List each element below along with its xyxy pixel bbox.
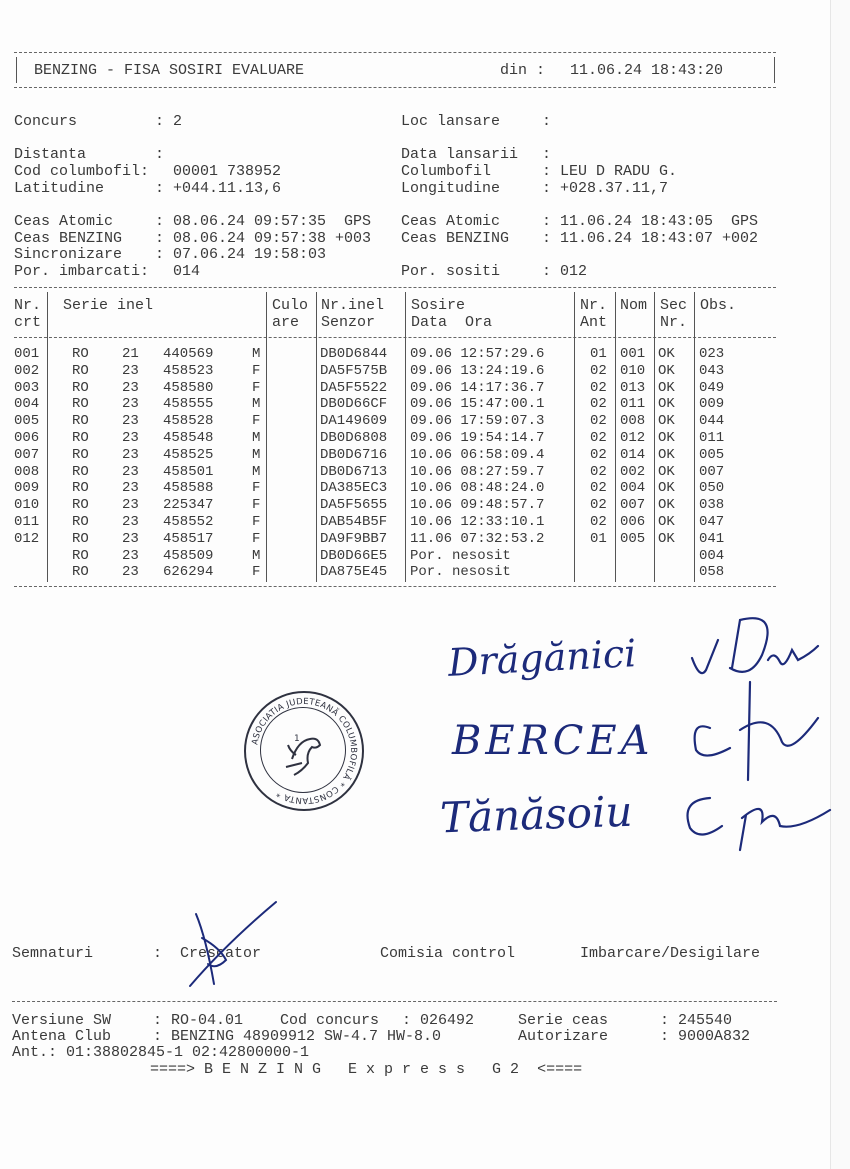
autorizare-label: Autorizare <box>518 1028 609 1045</box>
footer-separator <box>12 1001 777 1002</box>
row-sex: F <box>252 564 261 581</box>
row-sosire: 10.06 09:48:57.7 <box>410 497 545 514</box>
row-sensor: DB0D6808 <box>320 430 388 446</box>
row-obs: 009 <box>699 396 725 413</box>
row-ring: 225347 <box>163 497 214 514</box>
sincronizare-label: Sincronizare <box>14 246 123 263</box>
por-imbarcati-value: 014 <box>173 263 201 280</box>
row-nr: 012 <box>14 530 40 547</box>
svg-text:1: 1 <box>294 734 300 744</box>
por-sositi-value: : 012 <box>542 263 588 280</box>
row-sex: M <box>252 396 261 413</box>
row-ring: 458552 <box>163 514 214 530</box>
row-nr: 002 <box>14 362 40 379</box>
th-sec-1: Sec <box>660 297 688 314</box>
stamp-text: ASOCIATIA JUDETEANĂ COLUMBOFILĂ * CONSTANTA * <box>250 696 359 806</box>
row-sosire: 10.06 08:48:24.0 <box>410 480 545 497</box>
table-row <box>0 497 830 514</box>
row-year: 23 <box>122 362 139 379</box>
report-date-label: din : <box>500 62 546 79</box>
ceas-benzing-end-label: Ceas BENZING <box>401 230 510 247</box>
row-obs: 047 <box>699 514 725 530</box>
th-nom: Nom <box>620 297 648 314</box>
row-nom: 013 <box>620 379 646 396</box>
concurs-value: : 2 <box>155 113 183 130</box>
row-obs: 041 <box>699 530 725 547</box>
row-sensor: DB0D6713 <box>320 463 388 480</box>
report-title: BENZING - FISA SOSIRI EVALUARE <box>34 62 305 79</box>
row-ring: 458501 <box>163 463 214 480</box>
row-year: 23 <box>122 446 139 463</box>
row-nr: 004 <box>14 396 40 413</box>
data-lansarii-label: Data lansarii <box>401 146 519 163</box>
sincronizare-value: : 07.06.24 19:58:03 <box>155 246 327 263</box>
row-ant: 02 <box>590 514 607 530</box>
row-sex: M <box>252 346 261 362</box>
row-ring: 458580 <box>163 379 214 396</box>
longitudine-value: : +028.37.11,7 <box>542 180 669 197</box>
row-nom: 002 <box>620 463 646 480</box>
row-ant: 02 <box>590 430 607 446</box>
row-country: RO <box>72 379 89 396</box>
table-bottom-border <box>14 586 776 587</box>
row-sec: OK <box>658 480 675 497</box>
row-sex: M <box>252 463 261 480</box>
row-ring: 440569 <box>163 346 214 362</box>
row-sensor: DAB54B5F <box>320 514 388 530</box>
th-culoare-1: Culo <box>272 297 309 314</box>
table-row <box>0 514 830 531</box>
por-sositi-label: Por. sositi <box>401 263 501 280</box>
row-nom: 006 <box>620 514 646 530</box>
row-nr: 009 <box>14 480 40 497</box>
row-sensor: DA9F9BB7 <box>320 530 388 547</box>
row-obs: 004 <box>699 547 725 564</box>
row-sec: OK <box>658 530 675 547</box>
report-date-value: 11.06.24 18:43:20 <box>570 62 724 79</box>
row-country: RO <box>72 413 89 430</box>
row-ant: 01 <box>590 346 607 362</box>
row-sosire: 10.06 08:27:59.7 <box>410 463 545 480</box>
ceas-benzing-start-value: : 08.06.24 09:57:38 +003 <box>155 230 372 247</box>
row-nr: 011 <box>14 514 40 530</box>
row-year: 21 <box>122 346 139 362</box>
row-sex: F <box>252 362 261 379</box>
crescator-signature <box>186 898 286 990</box>
row-sensor: DB0D66CF <box>320 396 388 413</box>
row-year: 23 <box>122 413 139 430</box>
row-sosire: 09.06 15:47:00.1 <box>410 396 545 413</box>
row-obs: 011 <box>699 430 725 446</box>
distanta-label: Distanta <box>14 146 87 163</box>
row-sec: OK <box>658 463 675 480</box>
row-ant: 02 <box>590 480 607 497</box>
row-sosire: 11.06 07:32:53.2 <box>410 530 545 547</box>
row-country: RO <box>72 530 89 547</box>
row-ring: 458588 <box>163 480 214 497</box>
table-row <box>0 363 830 380</box>
row-nom: 010 <box>620 362 646 379</box>
row-sensor: DB0D66E5 <box>320 547 388 564</box>
table-row <box>0 396 830 413</box>
cod-columbofil-label: Cod columbofil: <box>14 163 150 180</box>
row-country: RO <box>72 547 89 564</box>
row-sosire: 09.06 12:57:29.6 <box>410 346 545 362</box>
cod-concurs-label: Cod concurs <box>280 1012 380 1029</box>
th-sec-2: Nr. <box>660 314 688 331</box>
row-obs: 038 <box>699 497 725 514</box>
row-sex: F <box>252 413 261 430</box>
row-year: 23 <box>122 497 139 514</box>
serie-ceas-label: Serie ceas <box>518 1012 609 1029</box>
row-nr: 005 <box>14 413 40 430</box>
row-sensor: DB0D6716 <box>320 446 388 463</box>
antenna-ids: Ant.: 01:38802845-1 02:42800000-1 <box>12 1044 310 1061</box>
table-row <box>0 464 830 481</box>
row-country: RO <box>72 396 89 413</box>
distanta-value: : <box>155 146 165 163</box>
row-sensor: DA5F575B <box>320 362 388 379</box>
th-obs: Obs. <box>700 297 737 314</box>
cod-concurs-value: : 026492 <box>402 1012 475 1029</box>
row-country: RO <box>72 430 89 446</box>
row-year: 23 <box>122 514 139 530</box>
row-country: RO <box>72 463 89 480</box>
row-country: RO <box>72 362 89 379</box>
table-row <box>0 430 830 447</box>
handwritten-signatures <box>670 610 835 870</box>
versiune-value: : RO-04.01 <box>153 1012 244 1029</box>
latitudine-label: Latitudine <box>14 180 105 197</box>
row-obs: 058 <box>699 564 725 581</box>
row-nr: 010 <box>14 497 40 514</box>
row-sensor: DA5F5655 <box>320 497 388 514</box>
row-ring: 458523 <box>163 362 214 379</box>
row-obs: 043 <box>699 362 725 379</box>
row-nr: 006 <box>14 430 40 446</box>
row-year: 23 <box>122 463 139 480</box>
row-sex: F <box>252 379 261 396</box>
row-nr: 008 <box>14 463 40 480</box>
row-sex: F <box>252 497 261 514</box>
header-right-border <box>774 57 775 83</box>
row-sex: M <box>252 547 261 564</box>
row-sec: OK <box>658 396 675 413</box>
antena-club-value: : BENZING 48909912 SW-4.7 HW-8.0 <box>153 1028 442 1045</box>
loc-lansare-value: : <box>542 113 552 130</box>
row-ring: 458517 <box>163 530 214 547</box>
loc-lansare-label: Loc lansare <box>401 113 501 130</box>
row-obs: 044 <box>699 413 725 430</box>
latitudine-value: : +044.11.13,6 <box>155 180 282 197</box>
row-ring: 626294 <box>163 564 214 581</box>
th-nr-inel-1: Nr.inel <box>321 297 385 314</box>
row-country: RO <box>72 480 89 497</box>
row-sosire: 10.06 06:58:09.4 <box>410 446 545 463</box>
th-ant-1: Nr. <box>580 297 608 314</box>
row-nom: 014 <box>620 446 646 463</box>
row-obs: 007 <box>699 463 725 480</box>
row-country: RO <box>72 564 89 581</box>
row-sensor: DA875E45 <box>320 564 388 581</box>
ceas-atomic-start-label: Ceas Atomic <box>14 213 114 230</box>
table-row <box>0 447 830 464</box>
handwritten-name-1: Drăgănici <box>446 631 638 685</box>
handwritten-name-2: BERCEA <box>452 718 654 764</box>
row-sec: OK <box>658 497 675 514</box>
signature-1 <box>692 618 818 673</box>
ceas-benzing-end-value: : 11.06.24 18:43:07 +002 <box>542 230 759 247</box>
row-sensor: DB0D6844 <box>320 346 388 362</box>
row-sex: F <box>252 514 261 530</box>
autorizare-value: : 9000A832 <box>660 1028 751 1045</box>
row-sec: OK <box>658 413 675 430</box>
signature-3 <box>688 798 831 850</box>
longitudine-label: Longitudine <box>401 180 501 197</box>
row-sosire: 10.06 12:33:10.1 <box>410 514 545 530</box>
row-sec: OK <box>658 346 675 362</box>
row-sex: F <box>252 530 261 547</box>
row-sec: OK <box>658 446 675 463</box>
row-ant: 02 <box>590 463 607 480</box>
table-row <box>0 548 830 565</box>
row-sec: OK <box>658 379 675 396</box>
comisia-control-label: Comisia control <box>380 945 516 962</box>
row-nom: 004 <box>620 480 646 497</box>
row-ring: 458548 <box>163 430 214 446</box>
ceas-benzing-start-label: Ceas BENZING <box>14 230 123 247</box>
header-bottom-border <box>14 87 776 88</box>
row-sensor: DA149609 <box>320 413 388 430</box>
table-row <box>0 564 830 581</box>
table-row <box>0 531 830 548</box>
row-sosire: 09.06 14:17:36.7 <box>410 379 545 396</box>
row-nom: 007 <box>620 497 646 514</box>
row-ant: 02 <box>590 413 607 430</box>
row-ring: 458525 <box>163 446 214 463</box>
ceas-atomic-start-value: : 08.06.24 09:57:35 GPS <box>155 213 372 230</box>
signature-2 <box>695 682 818 780</box>
row-ant: 01 <box>590 530 607 547</box>
row-country: RO <box>72 514 89 530</box>
row-ant: 02 <box>590 497 607 514</box>
th-serie-inel: Serie inel <box>63 297 154 314</box>
row-ring: 458509 <box>163 547 214 564</box>
th-ant-2: Ant <box>580 314 608 331</box>
row-sosire: 09.06 17:59:07.3 <box>410 413 545 430</box>
row-country: RO <box>72 346 89 362</box>
crescator-label: Crescator <box>180 945 262 962</box>
row-nr: 007 <box>14 446 40 463</box>
table-header-separator <box>14 337 776 338</box>
row-sensor: DA385EC3 <box>320 480 388 497</box>
pigeon-emblem <box>286 739 320 775</box>
brand-line: ====> B E N Z I N G E x p r e s s G 2 <==== <box>150 1061 583 1078</box>
concurs-label: Concurs <box>14 113 78 130</box>
header-top-border <box>14 52 776 53</box>
antena-club-label: Antena Club <box>12 1028 112 1045</box>
row-nom: 005 <box>620 530 646 547</box>
page-edge <box>830 0 850 1169</box>
row-nom: 008 <box>620 413 646 430</box>
row-year: 23 <box>122 430 139 446</box>
por-imbarcati-label: Por. imbarcati: <box>14 263 150 280</box>
row-sensor: DA5F5522 <box>320 379 388 396</box>
stamp-graphic <box>246 693 362 809</box>
header-left-border <box>16 57 17 83</box>
row-year: 23 <box>122 379 139 396</box>
table-row <box>0 480 830 497</box>
row-obs: 050 <box>699 480 725 497</box>
table-row <box>0 380 830 397</box>
row-obs: 049 <box>699 379 725 396</box>
row-sec: OK <box>658 430 675 446</box>
row-nr: 001 <box>14 346 40 362</box>
data-lansarii-value: : <box>542 146 552 163</box>
serie-ceas-value: : 245540 <box>660 1012 733 1029</box>
row-sex: M <box>252 446 261 463</box>
row-nom: 011 <box>620 396 646 413</box>
th-sosire-1: Sosire <box>411 297 466 314</box>
association-stamp <box>244 691 364 811</box>
row-sex: M <box>252 430 261 446</box>
row-year: 23 <box>122 547 139 564</box>
row-year: 23 <box>122 396 139 413</box>
row-nom: 001 <box>620 346 646 362</box>
row-country: RO <box>72 446 89 463</box>
handwritten-name-3: Tănăsoiu <box>439 786 634 843</box>
row-sec: OK <box>658 362 675 379</box>
columbofil-label: Columbofil <box>401 163 492 180</box>
ceas-atomic-end-value: : 11.06.24 18:43:05 GPS <box>542 213 759 230</box>
row-year: 23 <box>122 530 139 547</box>
row-year: 23 <box>122 564 139 581</box>
th-sosire-2: Data Ora <box>411 314 493 331</box>
imbarcare-label: Imbarcare/Desigilare <box>580 945 761 962</box>
th-nr-inel-2: Senzor <box>321 314 376 331</box>
row-ant: 02 <box>590 446 607 463</box>
columbofil-value: : LEU D RADU G. <box>542 163 678 180</box>
row-ant: 02 <box>590 362 607 379</box>
row-ring: 458528 <box>163 413 214 430</box>
row-ant: 02 <box>590 396 607 413</box>
row-sec: OK <box>658 514 675 530</box>
row-sosire: 09.06 13:24:19.6 <box>410 362 545 379</box>
row-sosire: Por. nesosit <box>410 547 511 564</box>
row-nr: 003 <box>14 379 40 396</box>
th-culoare-2: are <box>272 314 300 331</box>
ceas-atomic-end-label: Ceas Atomic <box>401 213 501 230</box>
semnaturi-colon: : <box>153 945 163 962</box>
row-obs: 023 <box>699 346 725 362</box>
row-nom: 012 <box>620 430 646 446</box>
row-sosire: Por. nesosit <box>410 564 511 581</box>
row-ant: 02 <box>590 379 607 396</box>
cod-columbofil-value: 00001 738952 <box>173 163 282 180</box>
table-top-border <box>14 287 776 288</box>
row-ring: 458555 <box>163 396 214 413</box>
row-year: 23 <box>122 480 139 497</box>
table-row <box>0 413 830 430</box>
row-sosire: 09.06 19:54:14.7 <box>410 430 545 446</box>
row-sex: F <box>252 480 261 497</box>
th-nr-2: crt <box>14 314 42 331</box>
table-row <box>0 346 830 363</box>
versiune-label: Versiune SW <box>12 1012 112 1029</box>
semnaturi-label: Semnaturi <box>12 945 94 962</box>
row-country: RO <box>72 497 89 514</box>
th-nr-1: Nr. <box>14 297 42 314</box>
row-obs: 005 <box>699 446 725 463</box>
